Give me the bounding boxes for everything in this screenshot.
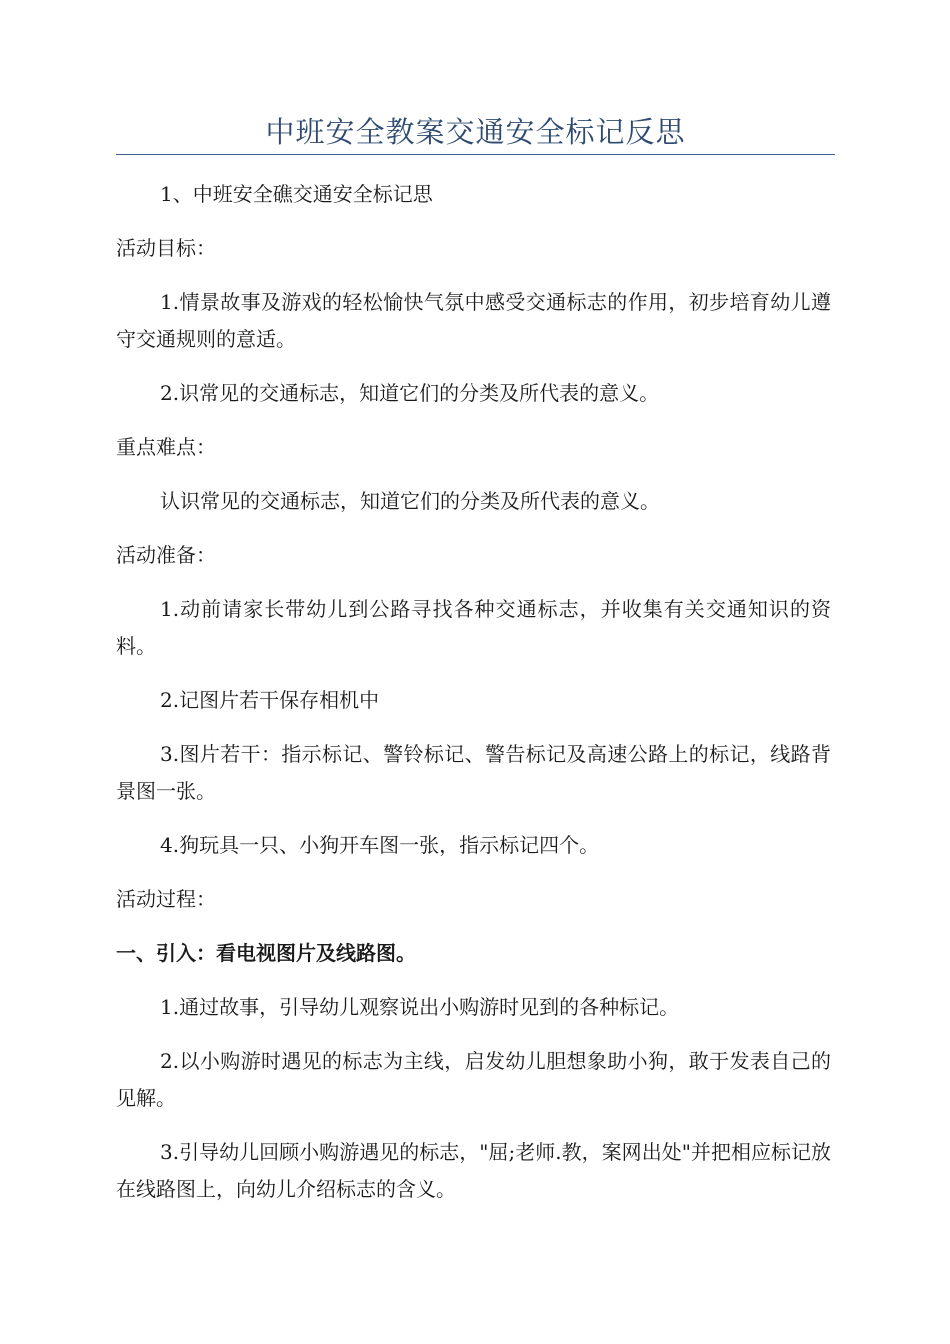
section-label: 活动过程： (116, 887, 216, 911)
paragraph: 4.狗玩具一只、小狗开车图一张，指示标记四个。 (160, 833, 600, 857)
paragraph: 2.记图片若干保存相机中 (160, 688, 380, 712)
paragraph: 1.通过故事，引导幼儿观察说出小购游时见到的各种标记。 (160, 995, 680, 1019)
section-label: 活动目标： (116, 236, 216, 260)
paragraph: 2.以小购游时遇见的标志为主线，启发幼儿胆想象助小狗，敢于发表自己的见解。 (116, 1049, 831, 1110)
section-label: 重点难点： (116, 435, 216, 459)
paragraph: 1.动前请家长带幼儿到公路寻找各种交通标志，并收集有关交通知识的资料。 (116, 597, 831, 658)
section-label: 活动准备： (116, 543, 216, 567)
paragraph: 1.情景故事及游戏的轻松愉快气氛中感受交通标志的作用，初步培育幼儿遵守交通规则的意适。 (116, 290, 831, 351)
paragraph: 3.引导幼儿回顾小购游遇见的标志，"屈;老师.教，案网出处"并把相应标记放在线路图上，向幼儿介绍标志的含义。 (116, 1140, 831, 1201)
document-body (116, 176, 831, 1225)
document-title: 中班安全教案交通安全标记反思 (265, 115, 686, 149)
paragraph: 认识常见的交通标志，知道它们的分类及所代表的意义。 (160, 489, 660, 513)
paragraph: 3.图片若干：指示标记、警铃标记、警告标记及高速公路上的标记，线路背景图一张。 (116, 742, 831, 803)
section-heading: 一、引入：看电视图片及线路图。 (116, 941, 416, 965)
title-underline (116, 154, 835, 155)
paragraph: 1、中班安全礁交通安全标记思 (160, 182, 433, 206)
paragraph: 2.识常见的交通标志，知道它们的分类及所代表的意义。 (160, 381, 660, 405)
